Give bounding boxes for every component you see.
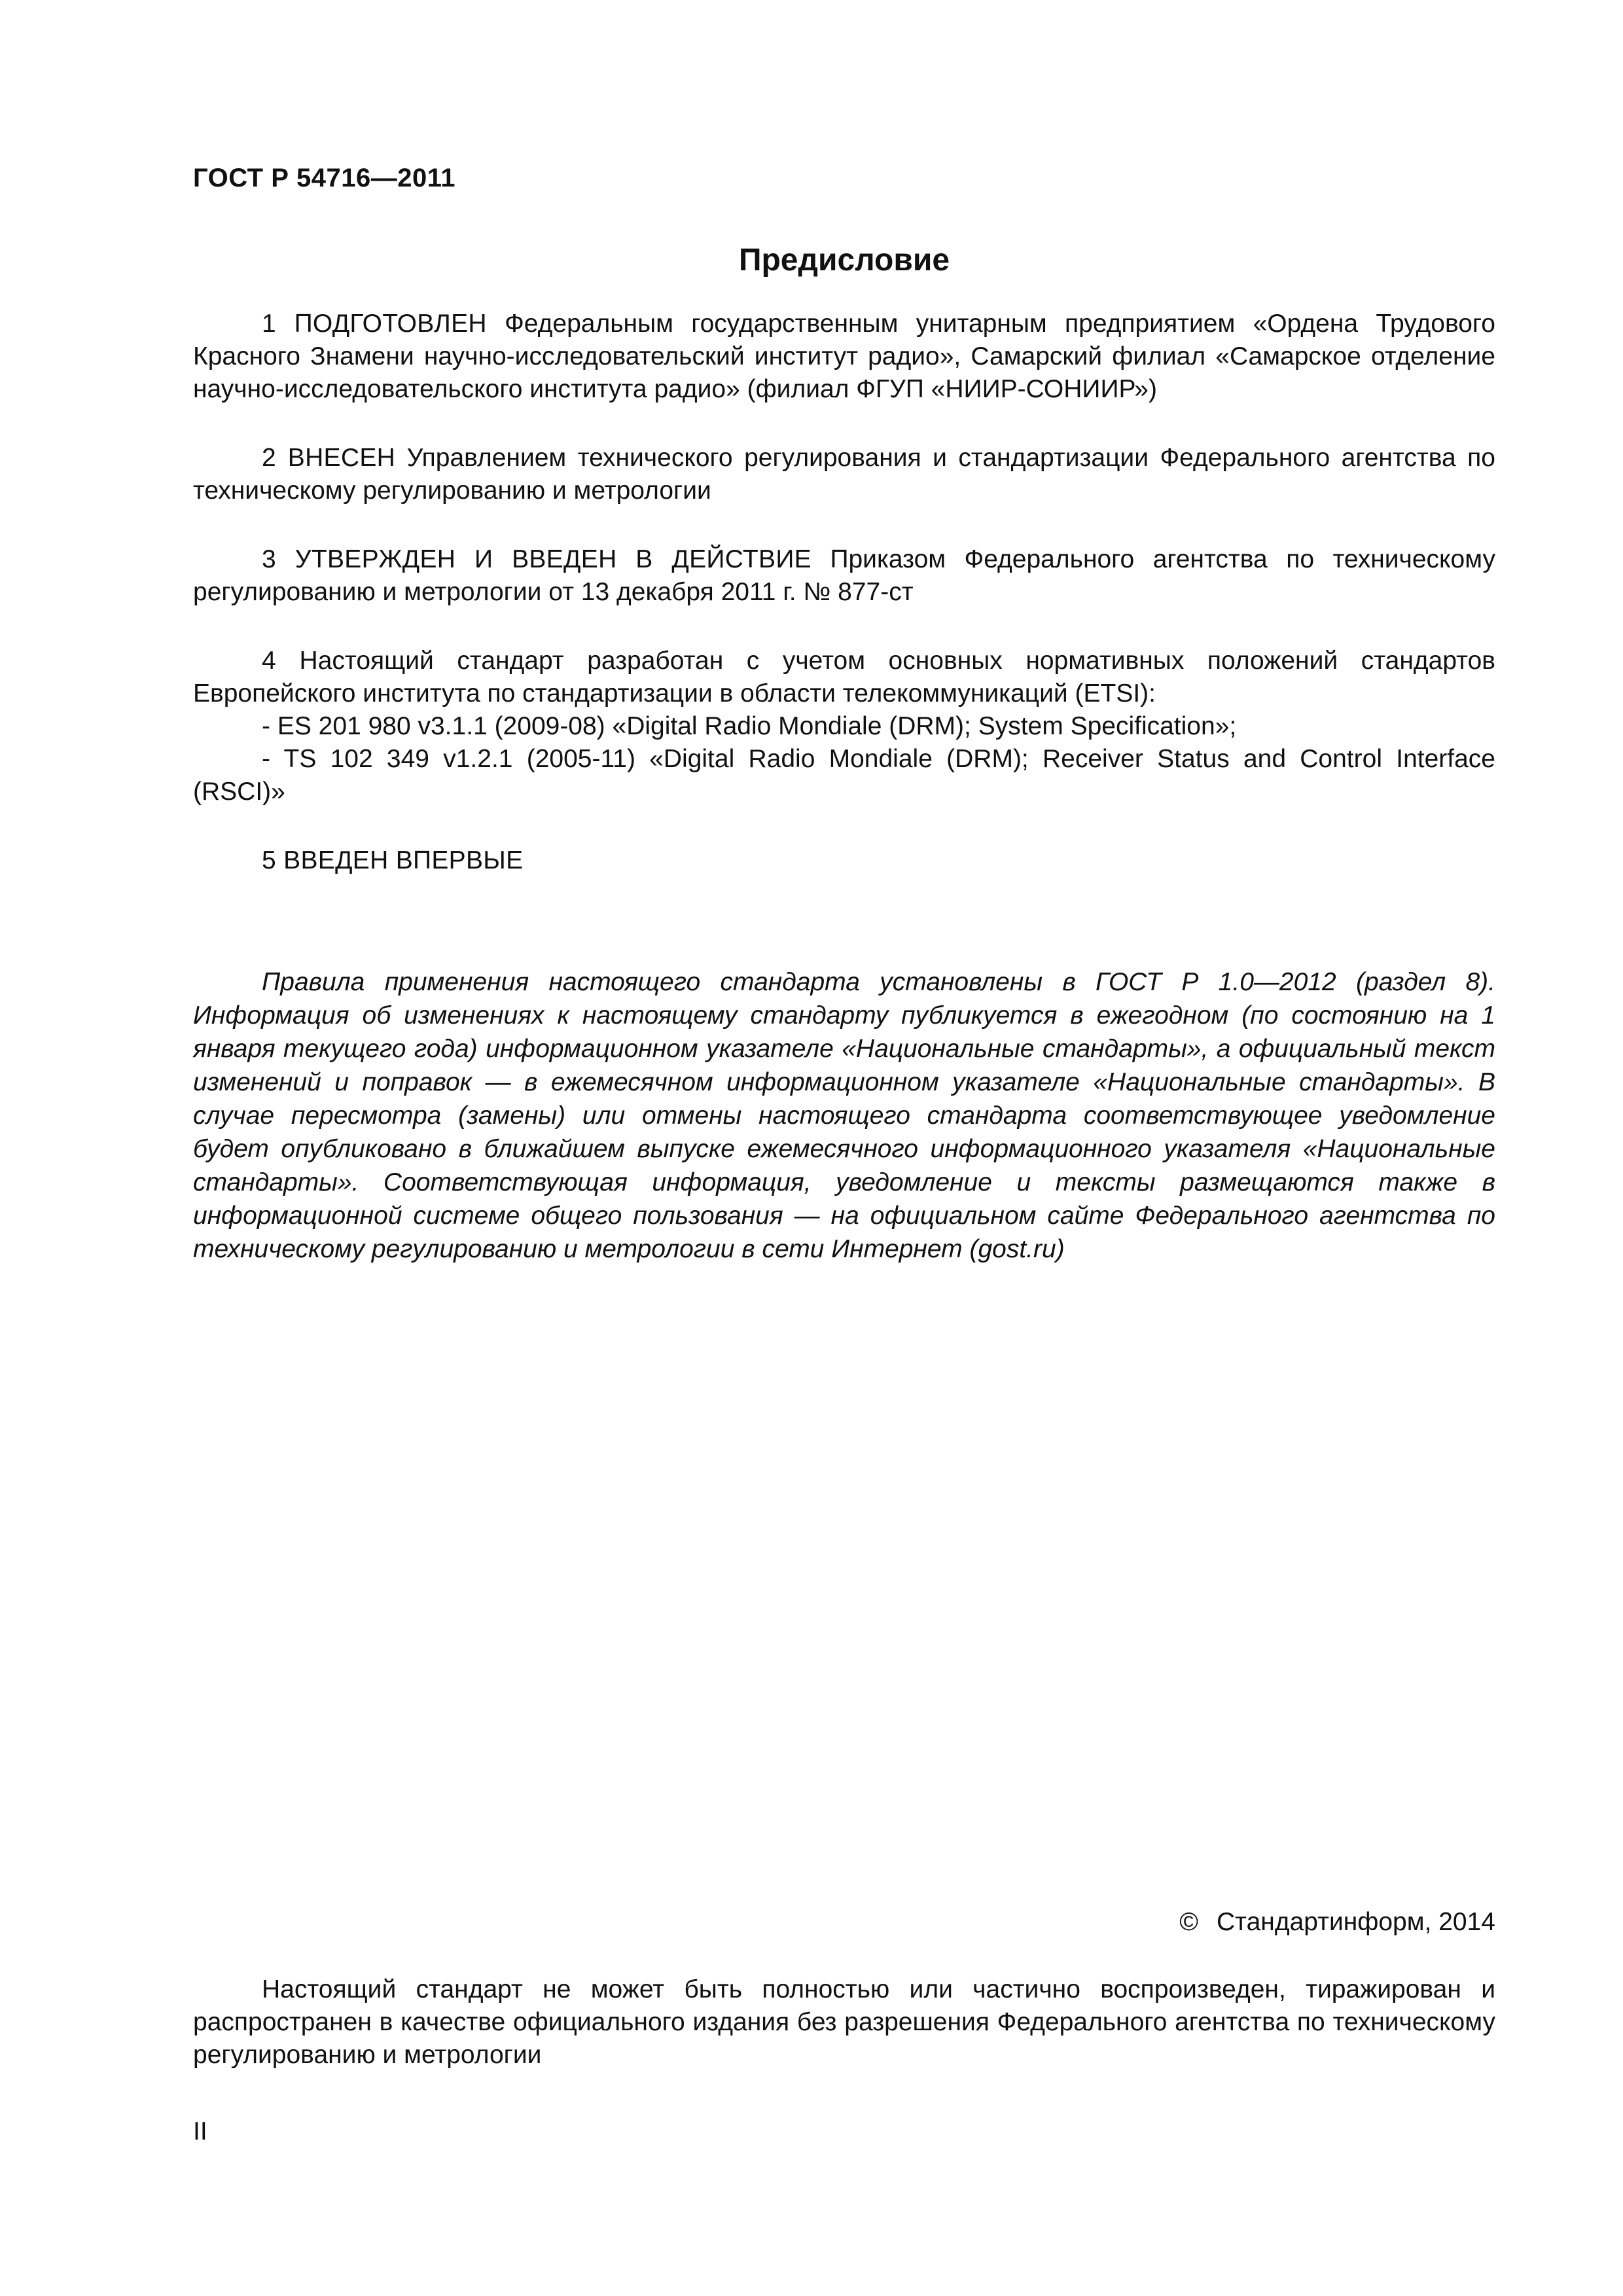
item-lead: 1 ПОДГОТОВЛЕН (262, 310, 487, 338)
copyright-text: Стандартинформ, 2014 (1217, 1908, 1495, 1936)
reference-es-201-980: - ES 201 980 v3.1.1 (2009-08) «Digital Radio Mondiale (DRM); System Specification»; (262, 712, 1237, 740)
foreword-item-4 (193, 645, 1495, 808)
foreword-item-5 (193, 844, 1495, 877)
item-text: Настоящий стандарт разработан с учетом основных нормативных положений стандартов Европейского института по стандартизации в области телекоммуникаций (ETSI): (193, 647, 1495, 708)
item-lead: 3 УТВЕРЖДЕН И ВВЕДЕН В ДЕЙСТВИЕ (262, 545, 812, 573)
reference-ts-102-349: - TS 102 349 v1.2.1 (2005-11) «Digital Radio Mondiale (DRM); Receiver Status and Control Interface (RSCI)» (193, 745, 1495, 806)
item-text: Федеральным государственным унитарным предприятием «Ордена Трудового Красного Знамени научно-исследовательский институт радио», Самарский филиал «Самарское отделение научно-исследовательского института радио» (филиал ФГУП «НИИР-СОНИИР») (193, 310, 1495, 403)
item-lead: 5 ВВЕДЕН ВПЕРВЫЕ (262, 846, 524, 874)
application-rules-notice: Правила применения настоящего стандарта установлены в ГОСТ Р 1.0—2012 (раздел 8). Информация об изменениях к настоящему стандарту публикуется в ежегодном (по состоянию на 1 января текущего года) информационном указателе «Национальные стандарты», а официальный текст изменений и поправок — в ежемесячном информационном указателе «Национальные стандарты». В случае пересмотра (замены) или отмены настоящего стандарта соответствующее уведомление будет опубликовано в ближайшем выпуске ежемесячного информационного указателя «Национальные стандарты». Соответствующая информация, уведомление и тексты размещаются также в информационной системе общего пользования — на официальном сайте Федерального агентства по техническому регулированию и метрологии в сети Интернет (gost.ru) (193, 968, 1495, 1263)
page-number: II (193, 2117, 207, 2145)
section-title: Предисловие (738, 243, 950, 278)
item-lead: 4 (262, 647, 276, 675)
foreword-item-1 (193, 308, 1495, 406)
item-text: Приказом Федерального агентства по техническому регулированию и метрологии от 13 декабря 2011 г. № 877-ст (193, 545, 1496, 606)
copyright-symbol: © (1179, 1908, 1198, 1936)
document-id: ГОСТ Р 54716—2011 (193, 164, 455, 192)
foreword-item-2 (193, 442, 1495, 507)
foreword-item-3 (193, 543, 1495, 609)
copyright-line (1179, 1908, 1495, 1937)
item-text: Управлением технического регулирования и стандартизации Федерального агентства по техническому регулированию и метрологии (193, 444, 1495, 505)
item-lead: 2 ВНЕСЕН (262, 444, 396, 472)
reproduction-notice: Настоящий стандарт не может быть полностью или частично воспроизведен, тиражирован и распространен в качестве официального издания без разрешения Федерального агентства по техническому регулированию и метрологии (193, 1975, 1495, 2069)
